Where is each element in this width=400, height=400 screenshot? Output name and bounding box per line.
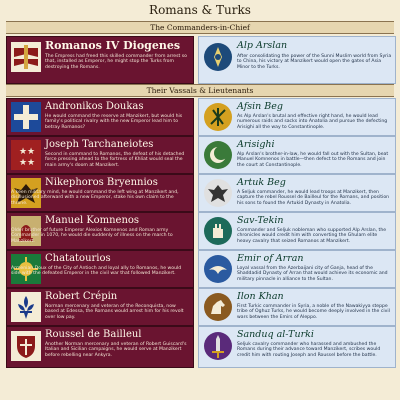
roman-commander-card xyxy=(6,36,194,84)
eagle-emblem-icon xyxy=(203,178,233,208)
svg-text:★: ★ xyxy=(19,147,28,157)
turk-vassal-card xyxy=(198,288,396,326)
turk-commander-card xyxy=(198,36,396,84)
turk-name: Afsin Beg xyxy=(237,101,283,112)
roman-vassal-card xyxy=(6,250,194,288)
cross-flag-icon xyxy=(11,102,41,132)
turk-vassal-card xyxy=(198,136,396,174)
turk-vassal-card xyxy=(198,174,396,212)
roman-name: Nikephoros Bryennios xyxy=(45,177,158,188)
roman-vassal-card xyxy=(6,288,194,326)
turk-name: Alp Arslan xyxy=(237,40,288,51)
imperial-banner-icon xyxy=(11,42,41,72)
commanders-banner: The Commanders-in-Chief xyxy=(6,21,394,34)
roman-vassal-card xyxy=(6,98,194,136)
fleur-flag-icon xyxy=(11,292,41,322)
turk-desc: A Seljuk commander, he would lead troops at Manzikert, then capture the rebel Roussel de Bailleul for the Romans, and position his sons to found the Artukid Dynasty in Anatolia. xyxy=(237,190,390,206)
roman-name: Andronikos Doukas xyxy=(45,101,144,112)
seljuk-emblem-icon xyxy=(203,42,233,72)
roman-desc: Armenian Doux of the City of Antioch and loyal ally to Romanos, he would side with the defeated Emperor in the civil war that followed Manzikert. xyxy=(11,266,182,277)
hand-emblem-icon xyxy=(203,216,233,246)
roman-name: Romanos IV Diogenes xyxy=(45,39,181,52)
roman-name: Roussel de Bailleul xyxy=(45,329,142,340)
roman-desc: Older brother of future Emperor Alexios Komnenos and Roman army Commander in 1070, he would die suddenly of illness on the march to Manzikert. xyxy=(11,228,173,244)
roman-vassal-card xyxy=(6,136,194,174)
svg-text:★: ★ xyxy=(27,158,36,168)
turk-desc: Loyal vassal from the Azerbaijani city of Ganja, head of the Shaddadid Dynasty of Arran that would achieve its economic and military pinnacle in alliance to the Sultan. xyxy=(237,266,388,282)
turk-desc: As Alp Arslan's brutal and effective right hand, he would lead numerous raids and sacks into Anatolia and pursue the defecting Arisighi all the way to Constantinople. xyxy=(237,114,388,130)
roman-vassal-card xyxy=(6,326,194,368)
page-title: Romans & Turks xyxy=(149,3,251,17)
turk-desc: Commander and Seljuk nobleman who supported Alp Arslan, the chronicles would credit him with converting the Ghulam elite heavy cavalry that seized Romanos at Manzikert. xyxy=(237,228,387,244)
svg-text:★: ★ xyxy=(27,147,36,157)
turk-name: Emir of Arran xyxy=(237,253,304,264)
roman-desc: Norman mercenary and veteran of the Reconquista, now based at Edessa, the Romans would arrest him for his revolt over low pay. xyxy=(45,304,184,320)
turk-vassal-card xyxy=(198,250,396,288)
turk-desc: First Turkic commander in Syria, a noble of the Nawakiyya steppe tribe of Oghuz Turks, he would become deeply involved in the civil wars between the Emirs of Aleppo. xyxy=(237,304,390,320)
roman-name: Joseph Tarchaneiotes xyxy=(45,139,154,150)
stars-flag-icon xyxy=(11,140,41,170)
turk-vassal-card xyxy=(198,326,396,368)
roman-desc: Second in command to Romanos, the defeat of his detached force pressing ahead to the fortress of Khliat would seal the main army's doom at Manzikert. xyxy=(45,152,185,168)
bird-emblem-icon xyxy=(203,254,233,284)
turk-vassal-card xyxy=(198,212,396,250)
turk-name: Sav-Tekin xyxy=(237,215,284,226)
roman-name: Manuel Komnenos xyxy=(45,215,140,226)
roman-desc: Another Norman mercenary and veteran of Robert Guiscard's Italian and Sicilian campaigns, he would serve at Manzikert before rebelling near Ankyra. xyxy=(45,342,187,358)
roman-vassal-card xyxy=(6,174,194,212)
roman-name: Chatatourios xyxy=(45,253,111,264)
vassals-banner: Their Vassals & Lieutenants xyxy=(6,84,394,97)
turk-desc: Seljuk cavalry commander who harassed and ambushed the Romans during their advance toward Manzikert, scribes would credit him with routing Joseph and Roussel before the battle. xyxy=(237,342,381,358)
arrows-emblem-icon xyxy=(203,102,233,132)
roman-name: Robert Crépin xyxy=(45,291,118,302)
crescent-emblem-icon xyxy=(203,140,233,170)
turk-name: Sanduq al-Turki xyxy=(237,329,314,340)
turk-name: Artuk Beg xyxy=(237,177,286,188)
turk-name: Arisighi xyxy=(237,139,275,150)
turk-desc: After consolidating the power of the Sunni Muslim world from Syria to China, his victory at Manzikert would open the gates of Asia Minor to the Turks. xyxy=(237,54,392,70)
roman-vassal-card xyxy=(6,212,194,250)
turk-vassal-card xyxy=(198,98,396,136)
sword-emblem-icon xyxy=(203,331,233,361)
svg-text:★: ★ xyxy=(19,158,28,168)
roman-desc: The Empress had freed this skilled commander from arrest so that, installed as Emperor, he might stop the Turks from destroying the Romans. xyxy=(45,54,187,70)
roman-desc: A keen military mind, he would command the left wing at Manzikert and, disillusioned afterward with a new Emperor, stake his own claim to the throne. xyxy=(11,190,179,206)
roman-desc: He would command the reserve at Manzikert, but would his family's political rivalry with the new Emperor lead him to betray Romanos? xyxy=(45,114,183,130)
turk-desc: Alp Arslan's brother-in-law, he would fall out with the Sultan, beat Manuel Komnenos in battle—then defect to the Romans and join the court at Constantinople. xyxy=(237,152,389,168)
shield-flag-icon xyxy=(11,331,41,361)
horse-emblem-icon xyxy=(203,292,233,322)
turk-name: Ilon Khan xyxy=(237,291,284,302)
